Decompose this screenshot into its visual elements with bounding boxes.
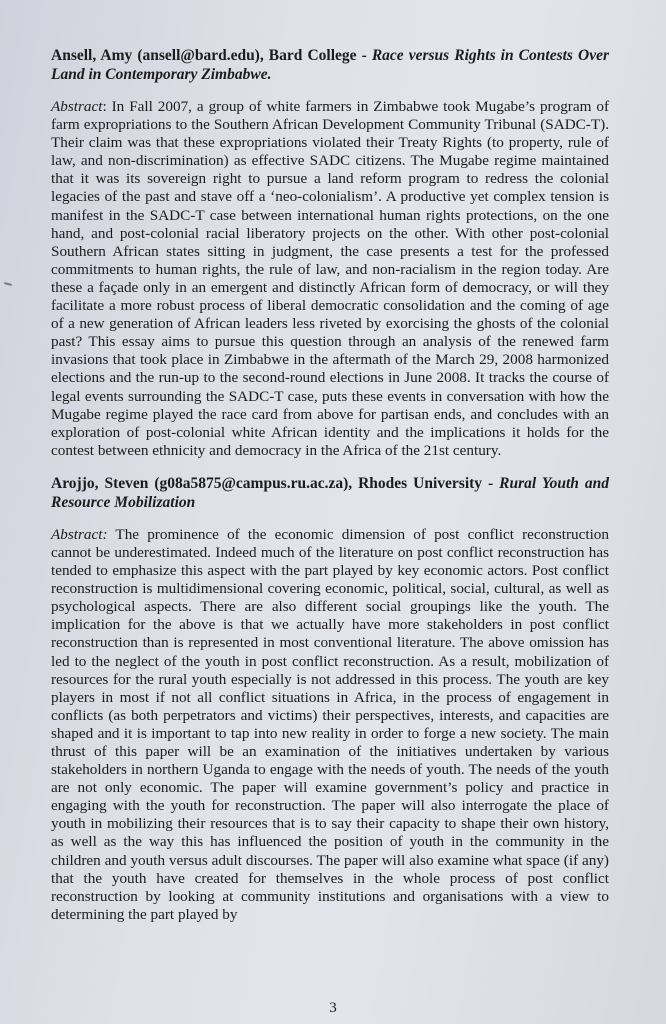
heading-separator: - <box>482 474 500 492</box>
abstract-text: : In Fall 2007, a group of white farmers in Zimbabwe took Mugabe’s program of farm expropriations to the Southern African Development Community Tribunal (SADC-T). Their claim was that these expropriations violated their Treaty Rights (to property, rule of law, and non-discrimination) as effective SADC citizens. The Mugabe regime maintained that it was its sovereign right to pursue a land reform program to redress the colonial legacies of the past and stave off a ‘neo-colonialism’. A productive yet complex tension is manifest in the SADC-T case between international human rights protections, on the one hand, and post-colonial racial liberatory projects on the other. With other post-colonial Southern African states sitting in judgment, the case presents a test for the professed commitments to human rights, the rule of law, and non-racialism in the region today. Are these a façade only in an emergent and distinctly African form of democracy, or will they facilitate a more robust process of liberal democratic consolidation and the coming of age of a new generation of African leaders less riveted by exorcising the ghosts of the colonial past? This essay aims to pursue this question through an analysis of the renewed farm invasions that took place in Zimbabwe in the aftermath of the March 29, 2008 harmonized elections and the run-up to the second-round elections in June 2008. It tracks the course of legal events surrounding the SADC-T case, puts these events in conversation with how the Mugabe regime played the race card from above for partisan ends, and concludes with an exploration of post-colonial white African identity and the implications it holds for the contest between ethnicity and democracy in the Africa of the 21st century. <box>51 98 609 459</box>
abstract-text: The prominence of the economic dimension of post conflict reconstruction cannot be underestimated. Indeed much of the literature on post conflict reconstruction has tended to emphasize this aspect with the part played by key economic actors. Post conflict reconstruction is multidimensional covering economic, political, social, cultural, as well as psychological aspects. There are also different social groupings like the youth. The implication for the above is that we actually have more stakeholders in post conflict reconstruction than is represented in most conventional literature. The above omission has led to the neglect of the youth in post conflict reconstruction. As a result, mobilization of resources for the rural youth especially is not addressed in this process. The youth are key players in most if not all conflict situations in Africa, in the process of engagement in conflicts (as both perpetrators and victims) their perspectives, interests, and capacities are shaped and it is important to tap into new reality in order to forge a new society. The main thrust of this paper will be an examination of the initiatives undertaken by various stakeholders in northern Uganda to engage with the needs of youth. The needs of the youth are not only economic. The paper will examine government’s policy and practice in engaging with the youth for reconstruction. The paper will also interrogate the place of youth in mobilizing their resources that is to say their capacity to shape their own history, as well as the way this has influenced the position of youth in the community in the children and youth versus adult discourses. The paper will also examine what space (if any) that the youth have created for themselves in the whole process of post conflict reconstruction by looking at community institutions and organisations with a view to determining the part played by <box>51 525 609 923</box>
entry-heading <box>51 474 609 512</box>
margin-mark <box>4 282 12 286</box>
author-affiliation: Arojjo, Steven (g08a5875@campus.ru.ac.za), Rhodes University <box>51 474 483 492</box>
page-number: 3 <box>329 1000 337 1016</box>
paper-title: Rural Youth and Resource Mobilization <box>51 474 609 511</box>
abstract-label: Abstract: <box>51 525 108 543</box>
heading-separator: - <box>356 47 372 64</box>
abstract-paragraph <box>51 526 609 924</box>
author-affiliation: Ansell, Amy (ansell@bard.edu), Bard College <box>51 47 357 64</box>
abstract-label: Abstract <box>51 98 103 115</box>
document-page <box>51 46 609 924</box>
abstract-entry-ansell <box>51 46 609 460</box>
abstract-paragraph <box>51 98 609 460</box>
abstract-entry-arojjo <box>51 474 609 924</box>
paper-title: Race versus Rights in Contests Over Land in Contemporary Zimbabwe. <box>51 47 609 83</box>
entry-heading <box>51 46 609 84</box>
